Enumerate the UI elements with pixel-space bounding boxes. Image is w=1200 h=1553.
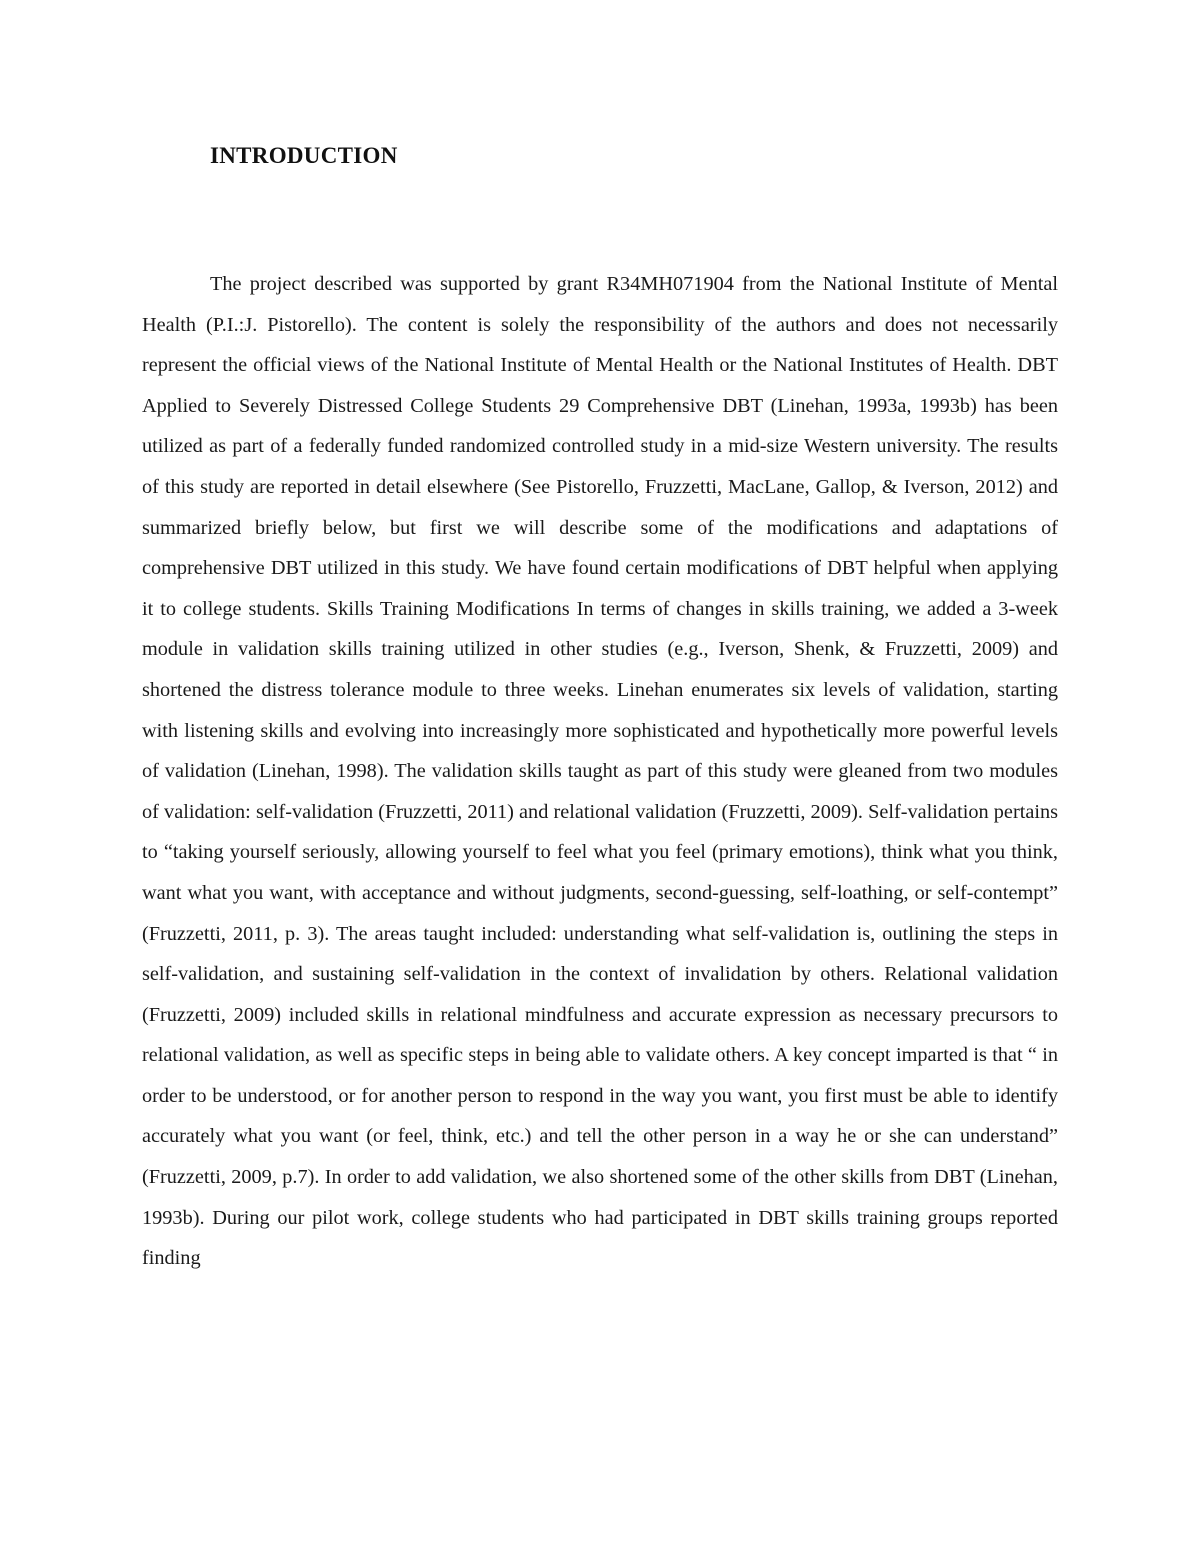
- body-paragraph: The project described was supported by grant R34MH071904 from the National Institute of Mental Health (P.I.:J. Pistorello). The content is solely the responsibility of the authors and does not necessarily represent the official views of the National Institute of Mental Health or the National Institutes of Health. DBT Applied to Severely Distressed College Students 29 Comprehensive DBT (Linehan, 1993a, 1993b) has been utilized as part of a federally funded randomized controlled study in a mid-size Western university. The results of this study are reported in detail elsewhere (See Pistorello, Fruzzetti, MacLane, Gallop, & Iverson, 2012) and summarized briefly below, but first we will describe some of the modifications and adaptations of comprehensive DBT utilized in this study. We have found certain modifications of DBT helpful when applying it to college students. Skills Training Modifications In terms of changes in skills training, we added a 3-week module in validation skills training utilized in other studies (e.g., Iverson, Shenk, & Fruzzetti, 2009) and shortened the distress tolerance module to three weeks. Linehan enumerates six levels of validation, starting with listening skills and evolving into increasingly more sophisticated and hypothetically more powerful levels of validation (Linehan, 1998). The validation skills taught as part of this study were gleaned from two modules of validation: self-validation (Fruzzetti, 2011) and relational validation (Fruzzetti, 2009). Self-validation pertains to “taking yourself seriously, allowing yourself to feel what you feel (primary emotions), think what you think, want what you want, with acceptance and without judgments, second-guessing, self-loathing, or self-contempt” (Fruzzetti, 2011, p. 3). The areas taught included: understanding what self-validation is, outlining the steps in self-validation, and sustaining self-validation in the context of invalidation by others. Relational validation (Fruzzetti, 2009) included skills in relational mindfulness and accurate expression as necessary precursors to relational validation, as well as specific steps in being able to validate others. A key concept imparted is that “ in order to be understood, or for another person to respond in the way you want, you first must be able to identify accurately what you want (or feel, think, etc.) and tell the other person in a way he or she can understand” (Fruzzetti, 2009, p.7). In order to add validation, we also shortened some of the other skills from DBT (Linehan, 1993b). During our pilot work, college students who had participated in DBT skills training groups reported finding: [142, 273, 1058, 1270]
- section-heading: INTRODUCTION: [210, 143, 398, 168]
